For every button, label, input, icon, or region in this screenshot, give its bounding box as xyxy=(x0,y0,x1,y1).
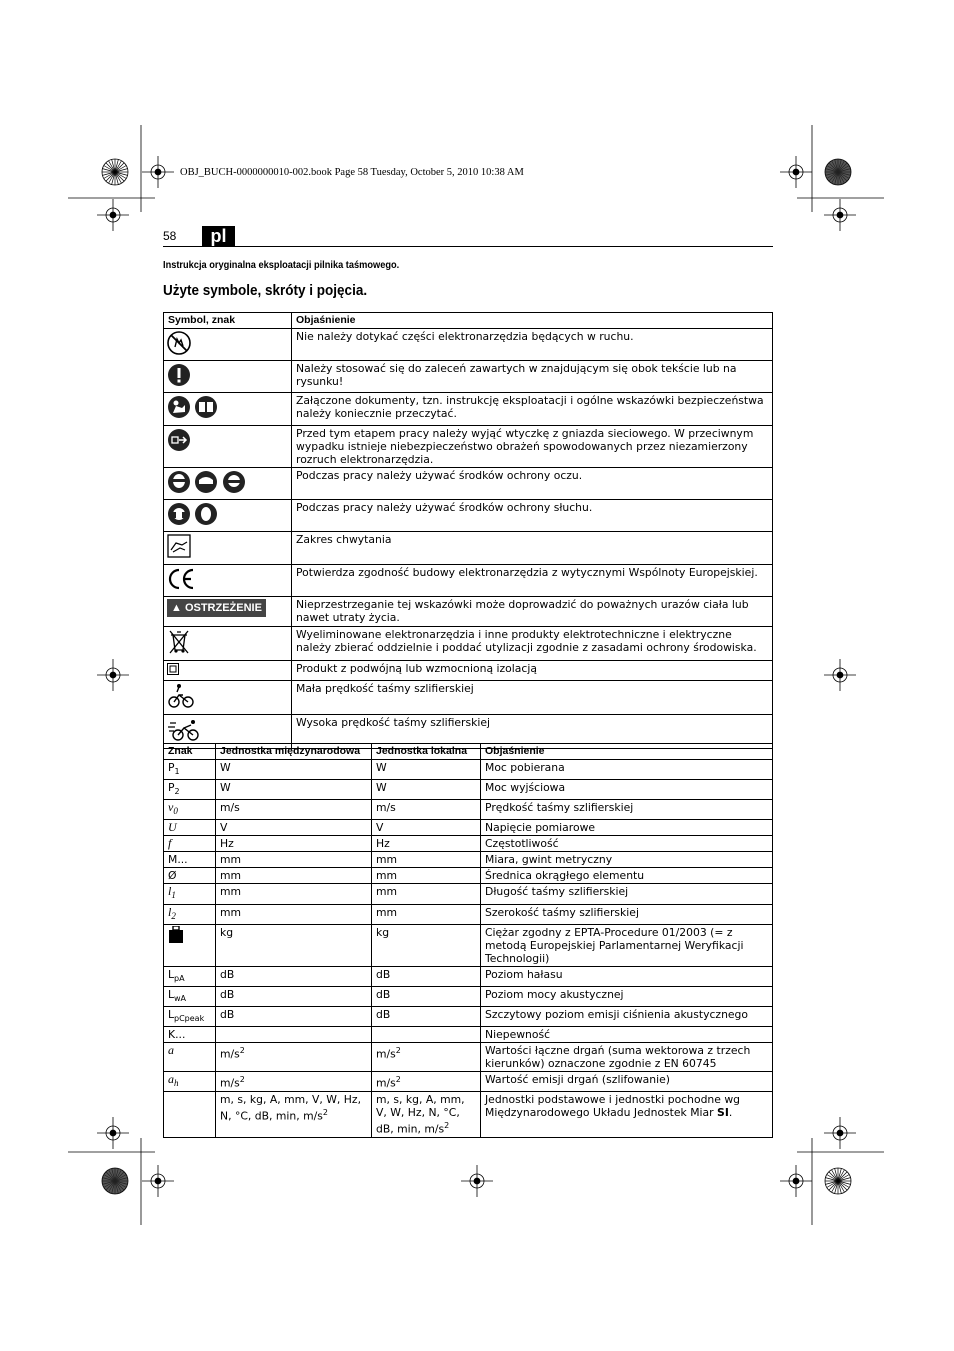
explanation-end: . xyxy=(728,1106,733,1120)
international-unit-cell xyxy=(216,1092,372,1138)
table-row xyxy=(164,329,773,361)
page-number: 58 xyxy=(163,229,177,243)
explanation-cell: Podczas pracy należy używać środków ochrony oczu. xyxy=(292,468,773,500)
local-unit-cell xyxy=(372,780,481,800)
international-unit-cell-value: W xyxy=(220,761,231,774)
international-unit-cell xyxy=(216,966,372,986)
symbol-cell xyxy=(164,565,292,597)
sign-symbol: U xyxy=(168,820,177,835)
slow-speed-icon xyxy=(167,683,195,712)
document-subtitle: Instrukcja oryginalna eksploatacji pilnika taśmowego. xyxy=(163,259,400,271)
sign-symbol: L xyxy=(168,967,175,981)
sign-subscript: 1 xyxy=(171,890,176,901)
explanation-cell: Wysoka prędkość taśmy szlifierskiej xyxy=(292,715,773,749)
explanation-cell xyxy=(481,836,773,852)
international-unit-cell-value: m/s xyxy=(220,1076,240,1090)
superscript: 2 xyxy=(239,1046,245,1056)
sign-cell xyxy=(164,852,216,868)
international-unit-cell-value: mm xyxy=(220,853,242,867)
symbol-cell xyxy=(164,532,292,565)
local-unit-cell-value: W xyxy=(376,761,387,774)
crosshair-mark xyxy=(97,659,129,691)
explanation-text: Wartości łączne drgań (suma wektorowa z trzech kierunków) oznaczone zgodnie z EN 60745 xyxy=(485,1044,751,1071)
international-unit-cell xyxy=(216,852,372,868)
sign-cell xyxy=(164,986,216,1006)
international-unit-cell xyxy=(216,868,372,884)
sign-cell xyxy=(164,904,216,924)
sign-subscript: 1 xyxy=(174,767,180,777)
sign-symbol: l xyxy=(168,884,172,899)
superscript: 2 xyxy=(322,1108,328,1118)
symbol-cell xyxy=(164,329,292,361)
local-unit-cell xyxy=(372,836,481,852)
international-unit-cell-value: Hz xyxy=(220,837,234,851)
explanation-cell xyxy=(481,966,773,986)
international-unit-cell xyxy=(216,1027,372,1043)
sign-symbol: L xyxy=(168,987,175,1001)
explanation-text: Średnica okrągłego elementu xyxy=(485,869,645,883)
symbols-table xyxy=(163,312,773,749)
weee-bin-icon xyxy=(167,629,191,658)
international-unit-cell xyxy=(216,1043,372,1072)
sign-cell xyxy=(164,836,216,852)
local-unit-cell-value: kg xyxy=(376,925,390,939)
local-unit-cell xyxy=(372,1007,481,1027)
table-row xyxy=(164,1072,773,1092)
local-unit-cell xyxy=(372,852,481,868)
superscript: 2 xyxy=(444,1121,450,1131)
local-unit-cell-value: Hz xyxy=(376,837,390,851)
local-unit-cell xyxy=(372,924,481,966)
unplug-icon xyxy=(167,428,191,455)
local-unit-cell-value: mm xyxy=(376,869,398,883)
crosshair-mark xyxy=(780,156,812,188)
explanation-cell: Podczas pracy należy używać środków ochrony słuchu. xyxy=(292,500,773,532)
explanation-text: Prędkość taśmy szlifierskiej xyxy=(485,801,634,815)
units-table-header xyxy=(164,744,773,760)
sign-subscript: 0 xyxy=(173,806,178,817)
table-row xyxy=(164,500,773,532)
color-rosette xyxy=(102,159,128,185)
international-unit-cell-value: m/s xyxy=(220,801,240,815)
international-unit-cell-value: dB xyxy=(220,1008,235,1022)
sign-symbol: Ø xyxy=(168,869,177,883)
table-row xyxy=(164,780,773,800)
table-row xyxy=(164,597,773,627)
explanation-cell xyxy=(481,884,773,904)
sign-cell xyxy=(164,1007,216,1027)
sign-subscript: pA xyxy=(174,973,185,983)
explanation-cell xyxy=(481,1027,773,1043)
crosshair-mark xyxy=(824,199,856,231)
high-speed-icon xyxy=(167,717,201,746)
table-row xyxy=(164,468,773,500)
table-row xyxy=(164,800,773,820)
explanation-cell xyxy=(481,1043,773,1072)
symbol-cell xyxy=(164,627,292,661)
local-unit-cell xyxy=(372,868,481,884)
international-unit-cell-value: W xyxy=(220,781,231,795)
international-unit-cell xyxy=(216,986,372,1006)
symbol-cell xyxy=(164,500,292,532)
sign-cell xyxy=(164,820,216,836)
explanation-text: Częstotliwość xyxy=(485,837,559,851)
table-row xyxy=(164,532,773,565)
explanation-cell xyxy=(481,1007,773,1027)
table-row xyxy=(164,1027,773,1043)
sign-subscript: 2 xyxy=(174,787,180,797)
international-unit-cell-value: kg xyxy=(220,925,234,939)
sign-symbol: P xyxy=(168,761,175,774)
local-unit-cell-value: mm xyxy=(376,905,398,919)
explanation-cell xyxy=(481,986,773,1006)
explanation-cell xyxy=(481,924,773,966)
explanation-text: Poziom hałasu xyxy=(485,967,563,981)
local-unit-cell-value: m/s xyxy=(376,1047,396,1061)
sign-symbol: a xyxy=(168,1072,174,1087)
international-unit-cell-value: mm xyxy=(220,869,242,883)
symbol-cell xyxy=(164,361,292,393)
warning-label: ▲ OSTRZEŻENIE xyxy=(167,599,266,617)
explanation-cell xyxy=(481,1072,773,1092)
international-unit-cell xyxy=(216,780,372,800)
sign-symbol: l xyxy=(168,904,172,919)
explanation-cell xyxy=(481,780,773,800)
symbol-cell xyxy=(164,393,292,426)
table-row xyxy=(164,904,773,924)
explanation-text: Długość taśmy szlifierskiej xyxy=(485,885,629,899)
table-row xyxy=(164,1092,773,1138)
local-unit-cell xyxy=(372,800,481,820)
symbol-cell xyxy=(164,426,292,468)
international-unit-cell xyxy=(216,820,372,836)
crosshair-mark xyxy=(97,1117,129,1149)
local-unit-cell-value: dB xyxy=(376,1008,391,1022)
local-unit-cell-value: dB xyxy=(376,987,391,1001)
explanation-cell xyxy=(481,800,773,820)
sign-symbol: v xyxy=(168,800,174,815)
superscript: 2 xyxy=(239,1075,245,1085)
sign-subscript: wA xyxy=(174,994,187,1004)
color-rosette xyxy=(825,1168,851,1194)
si-abbreviation: SI xyxy=(717,1106,729,1120)
local-unit-cell-value: m, s, kg, A, mm, V, W, Hz, N, °C, dB, min, m/s xyxy=(376,1093,465,1136)
sign-cell xyxy=(164,924,216,966)
color-rosette xyxy=(102,1168,128,1194)
table-row xyxy=(164,836,773,852)
symbol-cell xyxy=(164,597,292,627)
sign-symbol: L xyxy=(168,1008,175,1022)
international-unit-cell-value: m/s xyxy=(220,1047,240,1061)
grip-area-icon xyxy=(167,534,191,561)
table-row xyxy=(164,627,773,661)
table-row xyxy=(164,852,773,868)
international-unit-cell xyxy=(216,1007,372,1027)
ear-protection-icon xyxy=(167,502,218,529)
sign-cell xyxy=(164,966,216,986)
local-unit-cell xyxy=(372,986,481,1006)
table-row xyxy=(164,760,773,780)
sign-cell xyxy=(164,1092,216,1138)
sign-cell xyxy=(164,868,216,884)
symbol-cell xyxy=(164,681,292,715)
sign-symbol: P xyxy=(168,781,175,795)
table-row xyxy=(164,924,773,966)
sign-cell xyxy=(164,800,216,820)
explanation-text: Poziom mocy akustycznej xyxy=(485,987,624,1001)
sign-symbol: a xyxy=(168,1043,174,1058)
explanation-cell xyxy=(481,760,773,780)
explanation-cell: Załączone dokumenty, tzn. instrukcję eksploatacji i ogólne wskazówki bezpieczeństwa należy koniecznie przeczytać. xyxy=(292,393,773,426)
table-row xyxy=(164,661,773,681)
color-rosette xyxy=(825,159,851,185)
sign-cell xyxy=(164,1027,216,1043)
explanation-cell: Potwierdza zgodność budowy elektronarzędzia z wytycznymi Wspólnoty Europejskiej. xyxy=(292,565,773,597)
sign-subscript: pCpeak xyxy=(174,1014,205,1024)
explanation-cell xyxy=(481,852,773,868)
international-unit-cell-value: dB xyxy=(220,987,235,1001)
local-unit-cell xyxy=(372,884,481,904)
explanation-text: Szczytowy poziom emisji ciśnienia akustycznego xyxy=(485,1008,749,1022)
read-manual-icon xyxy=(167,395,218,422)
sign-subscript: 2 xyxy=(171,910,176,921)
table-row xyxy=(164,361,773,393)
local-unit-cell xyxy=(372,820,481,836)
local-unit-cell-value: m/s xyxy=(376,1076,396,1090)
local-unit-cell xyxy=(372,1072,481,1092)
table-row xyxy=(164,565,773,597)
table-row xyxy=(164,966,773,986)
explanation-cell xyxy=(481,1092,773,1138)
superscript: 2 xyxy=(395,1046,401,1056)
table-row xyxy=(164,681,773,715)
header-rule xyxy=(163,246,773,247)
symbol-cell xyxy=(164,661,292,681)
units-table xyxy=(163,743,773,1138)
explanation-text: Szerokość taśmy szlifierskiej xyxy=(485,905,639,919)
local-unit-cell xyxy=(372,1043,481,1072)
column-header-sign: Znak xyxy=(164,744,216,760)
table-row xyxy=(164,426,773,468)
international-unit-cell-value: m, s, kg, A, mm, V, W, Hz, N, °C, dB, min, m/s xyxy=(220,1093,361,1123)
international-unit-cell-value: mm xyxy=(220,905,242,919)
local-unit-cell xyxy=(372,1092,481,1138)
international-unit-cell-value: dB xyxy=(220,967,235,981)
sign-symbol: M... xyxy=(168,853,188,867)
local-unit-cell-value: mm xyxy=(376,885,398,899)
international-unit-cell xyxy=(216,800,372,820)
local-unit-cell-value: mm xyxy=(376,853,398,867)
column-header-explanation: Objaśnienie xyxy=(292,313,773,329)
local-unit-cell xyxy=(372,760,481,780)
explanation-text: Napięcie pomiarowe xyxy=(485,821,596,835)
international-unit-cell-value: V xyxy=(220,821,228,835)
symbols-table-header xyxy=(164,313,773,329)
superscript: 2 xyxy=(395,1075,401,1085)
eye-protection-icon xyxy=(167,470,246,497)
international-unit-cell xyxy=(216,1072,372,1092)
table-row xyxy=(164,868,773,884)
explanation-cell: Nieprzestrzeganie tej wskazówki może doprowadzić do poważnych urazów ciała lub nawet utraty życia. xyxy=(292,597,773,627)
sign-cell xyxy=(164,760,216,780)
ce-mark-icon xyxy=(167,567,195,594)
column-header-explanation: Objaśnienie xyxy=(481,744,773,760)
file-info-header: OBJ_BUCH-0000000010-002.book Page 58 Tuesday, October 5, 2010 10:38 AM xyxy=(180,167,524,178)
international-unit-cell xyxy=(216,924,372,966)
explanation-cell: Nie należy dotykać części elektronarzędzia będących w ruchu. xyxy=(292,329,773,361)
local-unit-cell-value: V xyxy=(376,821,384,835)
language-badge: pl xyxy=(202,226,235,246)
table-row xyxy=(164,820,773,836)
explanation-text: Miara, gwint metryczny xyxy=(485,853,613,867)
explanation-cell xyxy=(481,868,773,884)
explanation-cell: Mała prędkość taśmy szlifierskiej xyxy=(292,681,773,715)
sign-symbol: f xyxy=(168,836,172,851)
column-header-symbol: Symbol, znak xyxy=(164,313,292,329)
weight-icon xyxy=(168,926,184,947)
table-row xyxy=(164,393,773,426)
section-heading: Użyte symbole, skróty i pojęcia. xyxy=(163,282,368,299)
table-row xyxy=(164,1007,773,1027)
explanation-text: Moc wyjściowa xyxy=(485,781,566,795)
explanation-text: Wartość emisji drgań (szlifowanie) xyxy=(485,1073,670,1087)
international-unit-cell-value: mm xyxy=(220,885,242,899)
sign-symbol: K... xyxy=(168,1028,186,1042)
sign-cell xyxy=(164,884,216,904)
international-unit-cell xyxy=(216,836,372,852)
explanation-cell xyxy=(481,904,773,924)
crosshair-mark xyxy=(142,1165,174,1197)
table-row xyxy=(164,986,773,1006)
explanation-cell: Należy stosować się do zaleceń zawartych w znajdującym się obok tekście lub na rysunku! xyxy=(292,361,773,393)
crosshair-mark xyxy=(824,659,856,691)
crosshair-mark xyxy=(142,156,174,188)
local-unit-cell xyxy=(372,966,481,986)
explanation-text: Jednostki podstawowe i jednostki pochodne wg Międzynarodowego Układu Jednostek Miar xyxy=(485,1093,741,1120)
symbol-cell xyxy=(164,468,292,500)
local-unit-cell-value: m/s xyxy=(376,801,396,815)
explanation-text: Ciężar zgodny z EPTA-Procedure 01/2003 (= z metodą Europejskiej Parlamentarnej Weryfikacji Technologii) xyxy=(485,925,744,965)
explanation-cell: Wyeliminowane elektronarzędzia i inne produkty elektrotechniczne i elektryczne należy zbierać oddzielnie i poddać utylizacji zgodnie z zasadami ochrony środowiska. xyxy=(292,627,773,661)
crosshair-mark xyxy=(461,1165,493,1197)
column-header-international-unit: Jednostka międzynarodowa xyxy=(216,744,372,760)
no-touch-icon xyxy=(167,331,191,358)
explanation-cell: Zakres chwytania xyxy=(292,532,773,565)
crosshair-mark xyxy=(97,199,129,231)
sign-cell xyxy=(164,1072,216,1092)
sign-subscript: h xyxy=(174,1078,179,1089)
table-row xyxy=(164,884,773,904)
explanation-cell: Produkt z podwójną lub wzmocnioną izolacją xyxy=(292,661,773,681)
sign-cell xyxy=(164,1043,216,1072)
explanation-cell: Przed tym etapem pracy należy wyjąć wtyczkę z gniazda sieciowego. W przeciwnym wypadku istnieje niebezpieczeństwo obrażeń spowodowanych przez niezamierzony rozruch elektronarzędzia. xyxy=(292,426,773,468)
explanation-text: Moc pobierana xyxy=(485,761,565,774)
table-row xyxy=(164,1043,773,1072)
local-unit-cell xyxy=(372,1027,481,1043)
explanation-text: Niepewność xyxy=(485,1028,551,1042)
local-unit-cell-value: dB xyxy=(376,967,391,981)
double-insulation-icon xyxy=(167,663,179,678)
sign-cell xyxy=(164,780,216,800)
crosshair-mark xyxy=(780,1165,812,1197)
exclamation-icon xyxy=(167,363,191,390)
crosshair-mark xyxy=(824,1117,856,1149)
local-unit-cell-value: W xyxy=(376,781,387,795)
column-header-local-unit: Jednostka lokalna xyxy=(372,744,481,760)
international-unit-cell xyxy=(216,884,372,904)
explanation-cell xyxy=(481,820,773,836)
international-unit-cell xyxy=(216,904,372,924)
international-unit-cell xyxy=(216,760,372,780)
local-unit-cell xyxy=(372,904,481,924)
